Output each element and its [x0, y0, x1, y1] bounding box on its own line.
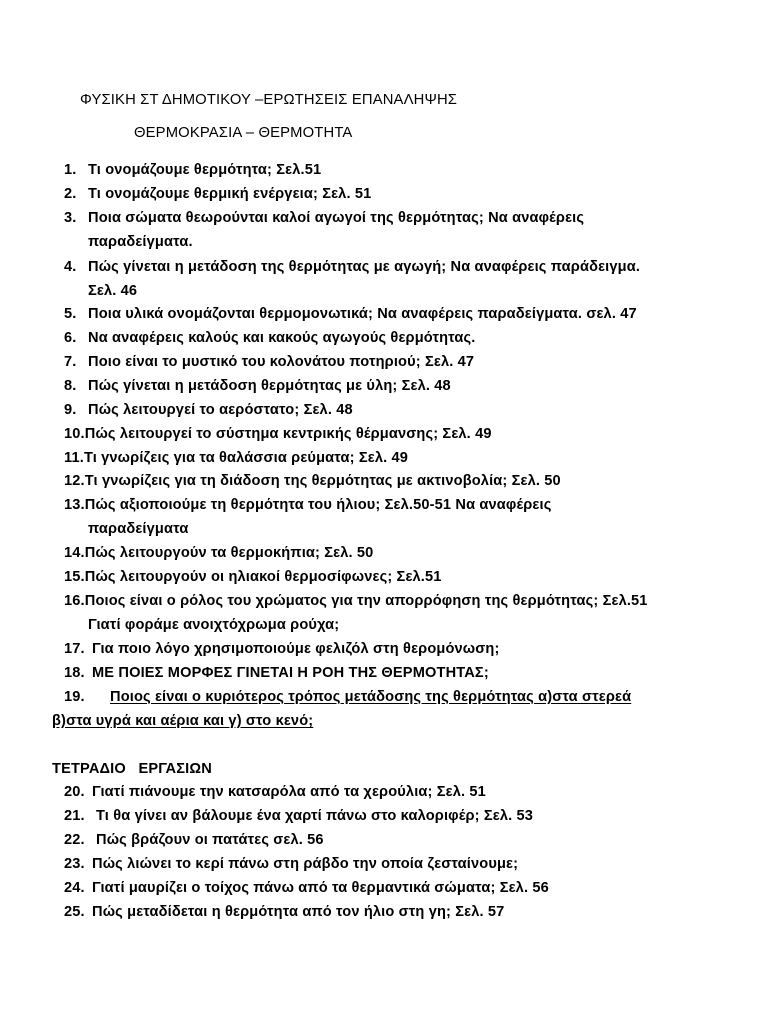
list-item	[64, 353, 474, 371]
item-number: 4.	[64, 259, 77, 275]
list-item	[64, 472, 561, 490]
item-number: 3.	[64, 210, 77, 226]
list-item	[64, 640, 500, 658]
item-text: Πώς γίνεται η μετάδοση της θερμότητας με αγωγή; Να αναφέρεις παράδειγμα.	[88, 259, 641, 275]
list-item	[64, 807, 533, 825]
item-text: Πώς αξιοποιούμε τη θερμότητα του ήλιου; Σελ.50-51 Να αναφέρεις	[84, 497, 552, 513]
item-number: 21.	[64, 808, 85, 824]
item-continuation: Γιατί φοράμε ανοιχτόχρωμα ρούχα;	[88, 617, 340, 633]
item-text: Πώς λειτουργεί το αερόστατο; Σελ. 48	[88, 402, 353, 418]
item-text: Πώς λιώνει το κερί πάνω στη ράβδο την οποία ζεσταίνουμε;	[92, 856, 519, 872]
item-number: 6.	[64, 330, 77, 346]
list-item	[64, 688, 631, 706]
item-continuation: παραδείγματα	[88, 521, 189, 537]
item-number: 7.	[64, 354, 77, 370]
list-item	[64, 831, 324, 849]
item-text: Τι γνωρίζεις για τη διάδοση της θερμότητας με ακτινοβολία; Σελ. 50	[84, 473, 561, 489]
item-text: Για ποιο λόγο χρησιμοποιούμε φελιζόλ στη θερομόνωση;	[92, 641, 500, 657]
item-number: 5.	[64, 306, 77, 322]
item-continuation: β)στα υγρά και αέρια και γ) στο κενό;	[52, 713, 314, 729]
item-number: 19.	[64, 689, 85, 705]
list-item	[64, 449, 408, 467]
item-text: Πώς λειτουργούν τα θερμοκήπια; Σελ. 50	[84, 545, 374, 561]
item-text: Να αναφέρεις καλούς και κακούς αγωγούς θερμότητας.	[88, 330, 476, 346]
item-text: Γιατί μαυρίζει ο τοίχος πάνω από τα θερμαντικά σώματα; Σελ. 56	[92, 880, 549, 896]
item-number: 2.	[64, 186, 77, 202]
item-number: 17.	[64, 641, 85, 657]
section-heading: ΤΕΤΡΑΔΙΟ ΕΡΓΑΣΙΩΝ	[52, 761, 212, 777]
list-item	[64, 329, 476, 347]
item-text: Πώς λειτουργεί το σύστημα κεντρικής θέρμανσης; Σελ. 49	[84, 426, 492, 442]
list-item	[64, 161, 321, 179]
item-number: 25.	[64, 904, 85, 920]
list-item	[64, 185, 371, 203]
item-continuation: παραδείγματα.	[88, 234, 193, 250]
item-text: Ποιο είναι το μυστικό του κολονάτου ποτηριού; Σελ. 47	[88, 354, 475, 370]
list-item	[64, 305, 637, 323]
item-text: Ποιος είναι ο κυριότερος τρόπος μετάδοσης της θερμότητας α)στα στερεά	[110, 689, 632, 705]
item-number: 23.	[64, 856, 85, 872]
item-number: 1.	[64, 162, 77, 178]
list-item	[64, 377, 451, 395]
item-number: 24.	[64, 880, 85, 896]
item-text: Πώς λειτουργούν οι ηλιακοί θερμοσίφωνες; Σελ.51	[84, 569, 442, 585]
item-number: 8.	[64, 378, 77, 394]
item-number: 10.	[64, 426, 85, 442]
item-number: 9.	[64, 402, 77, 418]
item-number: 12.	[64, 473, 85, 489]
list-item	[64, 496, 551, 514]
list-item	[64, 401, 353, 419]
item-continuation: Σελ. 46	[88, 283, 138, 299]
list-item	[64, 592, 648, 610]
item-text: ΜΕ ΠΟΙΕΣ ΜΟΡΦΕΣ ΓΙΝΕΤΑΙ Η ΡΟΗ ΤΗΣ ΘΕΡΜΟΤΗΤΑΣ;	[92, 665, 489, 681]
list-item	[64, 258, 640, 276]
item-text: Γιατί πιάνουμε την κατσαρόλα από τα χερούλια; Σελ. 51	[92, 784, 486, 800]
list-item	[64, 879, 549, 897]
item-text: Τι θα γίνει αν βάλουμε ένα χαρτί πάνω στο καλοριφέρ; Σελ. 53	[96, 808, 534, 824]
item-number: 16.	[64, 593, 85, 609]
item-text: Τι ονομάζουμε θερμότητα; Σελ.51	[88, 162, 322, 178]
list-item	[64, 855, 518, 873]
document-subtitle: ΘΕΡΜΟΚΡΑΣΙΑ – ΘΕΡΜΟΤΗΤΑ	[134, 125, 353, 141]
item-text: Ποια σώματα θεωρούνται καλοί αγωγοί της θερμότητας; Να αναφέρεις	[88, 210, 585, 226]
item-text: Πώς γίνεται η μετάδοση θερμότητας με ύλη; Σελ. 48	[88, 378, 451, 394]
item-text: Πώς βράζουν οι πατάτες σελ. 56	[96, 832, 324, 848]
item-number: 22.	[64, 832, 85, 848]
document-title: ΦΥΣΙΚΗ ΣΤ ΔΗΜΟΤΙΚΟΥ –ΕΡΩΤΗΣΕΙΣ ΕΠΑΝΑΛΗΨΗΣ	[80, 92, 458, 108]
list-item	[64, 568, 442, 586]
item-number: 20.	[64, 784, 85, 800]
item-number: 14.	[64, 545, 85, 561]
item-text: Ποιος είναι ο ρόλος του χρώματος για την απορρόφηση της θερμότητας; Σελ.51	[84, 593, 648, 609]
list-item	[64, 783, 486, 801]
item-number: 11.	[64, 450, 84, 466]
item-number: 15.	[64, 569, 85, 585]
list-item	[64, 425, 492, 443]
list-item	[64, 903, 504, 921]
item-number: 18.	[64, 665, 85, 681]
item-text: Ποια υλικά ονομάζονται θερμομονωτικά; Να αναφέρεις παραδείγματα. σελ. 47	[88, 306, 637, 322]
list-item	[64, 544, 373, 562]
item-text: Τι ονομάζουμε θερμική ενέργεια; Σελ. 51	[88, 186, 372, 202]
item-number: 13.	[64, 497, 85, 513]
list-item	[64, 664, 489, 682]
list-item	[64, 209, 584, 227]
item-text: Πώς μεταδίδεται η θερμότητα από τον ήλιο στη γη; Σελ. 57	[92, 904, 505, 920]
item-text: Τι γνωρίζεις για τα θαλάσσια ρεύματα; Σελ. 49	[83, 450, 409, 466]
